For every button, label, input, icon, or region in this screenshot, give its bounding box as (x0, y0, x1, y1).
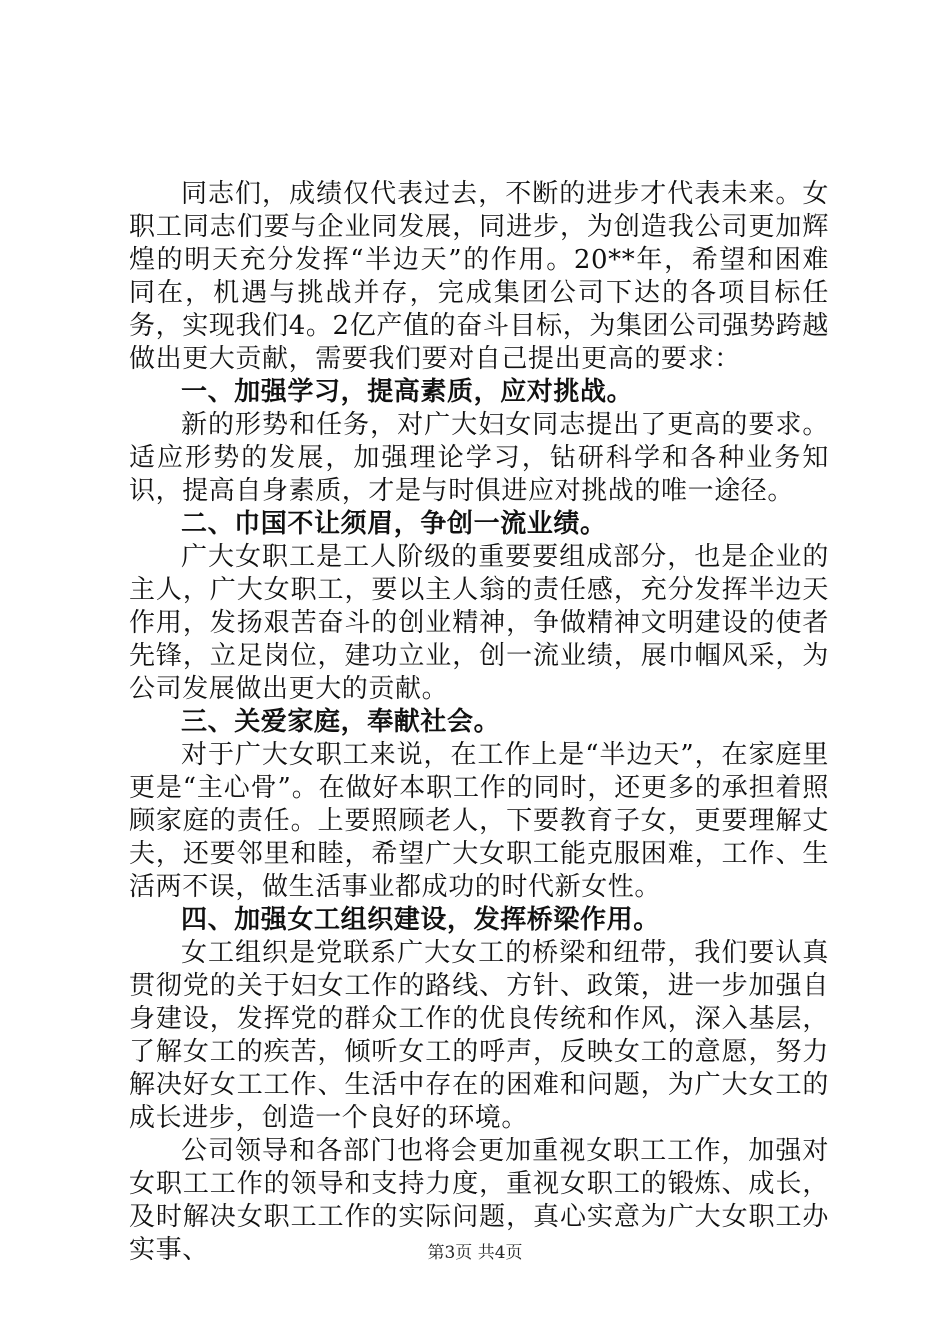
section-heading-3: 三、关爱家庭，奉献社会。 (181, 707, 501, 737)
paragraph-closing: 公司领导和各部门也将会更加重视女职工工作，加强对女职工工作的领导和支持力度，重视女职工的锻炼、成长，及时解决女职工工作的实际问题，真心实意为广大女职工办实事、 (129, 1136, 829, 1265)
document-body (129, 178, 829, 1267)
section-heading-2: 二、巾国不让须眉，争创一流业绩。 (181, 509, 607, 539)
section-heading-1: 一、加强学习，提高素质，应对挑战。 (181, 377, 634, 407)
paragraph-section-1: 新的形势和任务，对广大妇女同志提出了更高的要求。适应形势的发展，加强理论学习，钻研科学和各种业务知识，提高自身素质，才是与时俱进应对挑战的唯一途径。 (129, 410, 829, 506)
paragraph-section-4: 女工组织是党联系广大女工的桥梁和纽带，我们要认真贯彻党的关于妇女工作的路线、方针、政策，进一步加强自身建设，发挥党的群众工作的优良传统和作风，深入基层，了解女工的疾苦，倾听女工的呼声，反映女工的意愿，努力解决好女工工作、生活中存在的困难和问题，为广大女工的成长进步，创造一个良好的环境。 (129, 938, 829, 1133)
page-footer: 第3页 共4页 (427, 1243, 523, 1263)
paragraph-intro: 同志们，成绩仅代表过去，不断的进步才代表未来。女职工同志们要与企业同发展，同进步，为创造我公司更加辉煌的明天充分发挥“半边天”的作用。20**年，希望和困难同在，机遇与挑战并存，完成集团公司下达的各项目标任务，实现我们4。2亿产值的奋斗目标，为集团公司强势跨越做出更大贡献，需要我们要对自己提出更高的要求： (129, 179, 829, 374)
paragraph-section-3: 对于广大女职工来说，在工作上是“半边天”，在家庭里更是“主心骨”。在做好本职工作的同时，还更多的承担着照顾家庭的责任。上要照顾老人，下要教育子女，更要理解丈夫，还要邻里和睦，希望广大女职工能克服困难，工作、生活两不误，做生活事业都成功的时代新女性。 (129, 740, 829, 902)
paragraph-section-2: 广大女职工是工人阶级的重要要组成部分，也是企业的主人，广大女职工，要以主人翁的责任感，充分发挥半边天作用，发扬艰苦奋斗的创业精神，争做精神文明建设的使者先锋，立足岗位，建功立业，创一流业绩，展巾帼风采，为公司发展做出更大的贡献。 (129, 542, 829, 704)
section-heading-4: 四、加强女工组织建设，发挥桥梁作用。 (181, 905, 660, 935)
